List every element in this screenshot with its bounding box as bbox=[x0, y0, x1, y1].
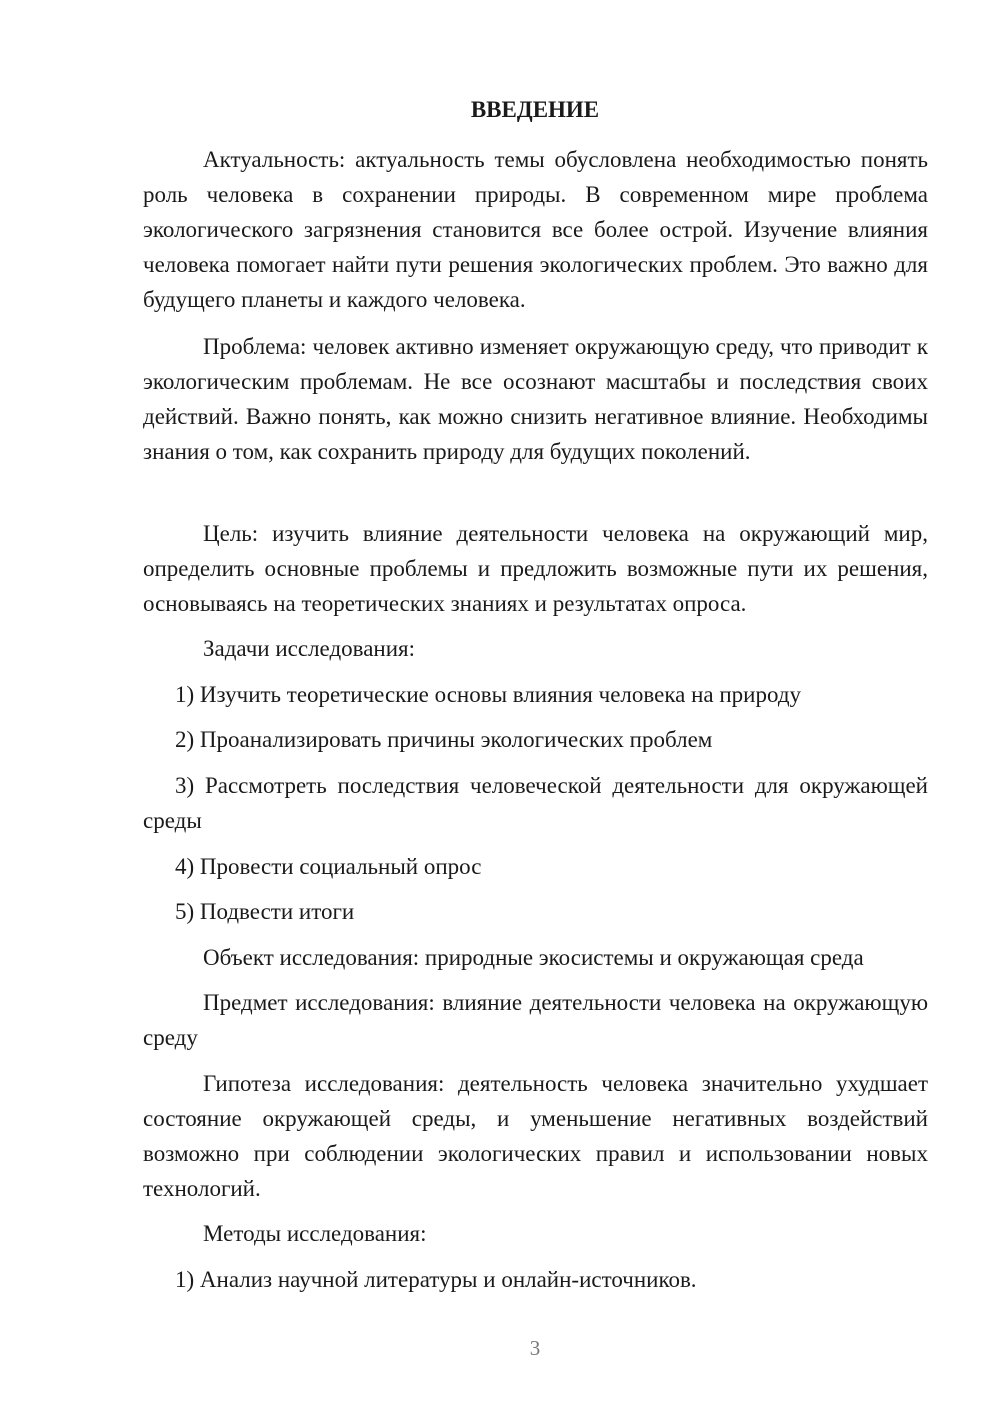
goal-paragraph: Цель: изучить влияние деятельности человека на окружающий мир, определить основные проблемы и предложить возможные пути их решения, основываясь на теоретических знаниях и результатах опроса. bbox=[143, 521, 928, 616]
task-item: 3) Рассмотреть последствия человеческой деятельности для окружающей среды bbox=[143, 773, 928, 833]
subject-paragraph: Предмет исследования: влияние деятельности человека на окружающую среду bbox=[143, 990, 928, 1050]
page-number: 3 bbox=[529, 1336, 541, 1360]
methods-heading: Методы исследования: bbox=[203, 1221, 427, 1246]
problem-paragraph: Проблема: человек активно изменяет окружающую среду, что приводит к экологическим проблемам. Не все осознают масштабы и последствия своих действий. Важно понять, как можно снизить негативное влияние. Необходимы знания о том, как сохранить природу для будущих поколений. bbox=[143, 334, 928, 464]
method-item: 1) Анализ научной литературы и онлайн-источников. bbox=[175, 1267, 697, 1292]
page-title: ВВЕДЕНИЕ bbox=[470, 97, 600, 122]
task-item: 5) Подвести итоги bbox=[175, 899, 355, 924]
object-paragraph: Объект исследования: природные экосистемы и окружающая среда bbox=[203, 945, 864, 970]
tasks-heading: Задачи исследования: bbox=[203, 636, 416, 661]
relevance-paragraph: Актуальность: актуальность темы обусловлена необходимостью понять роль человека в сохранении природы. В современном мире проблема экологического загрязнения становится все более острой. Изучение влияния человека помогает найти пути решения экологических проблем. Это важно для будущего планеты и каждого человека. bbox=[143, 147, 928, 312]
hypothesis-paragraph: Гипотеза исследования: деятельность человека значительно ухудшает состояние окружающей среды, и уменьшение негативных воздействий возможно при соблюдении экологических правил и использовании новых технологий. bbox=[143, 1071, 928, 1201]
task-item: 4) Провести социальный опрос bbox=[175, 854, 482, 879]
task-item: 2) Проанализировать причины экологических проблем bbox=[175, 727, 713, 752]
task-item: 1) Изучить теоретические основы влияния человека на природу bbox=[175, 682, 802, 707]
